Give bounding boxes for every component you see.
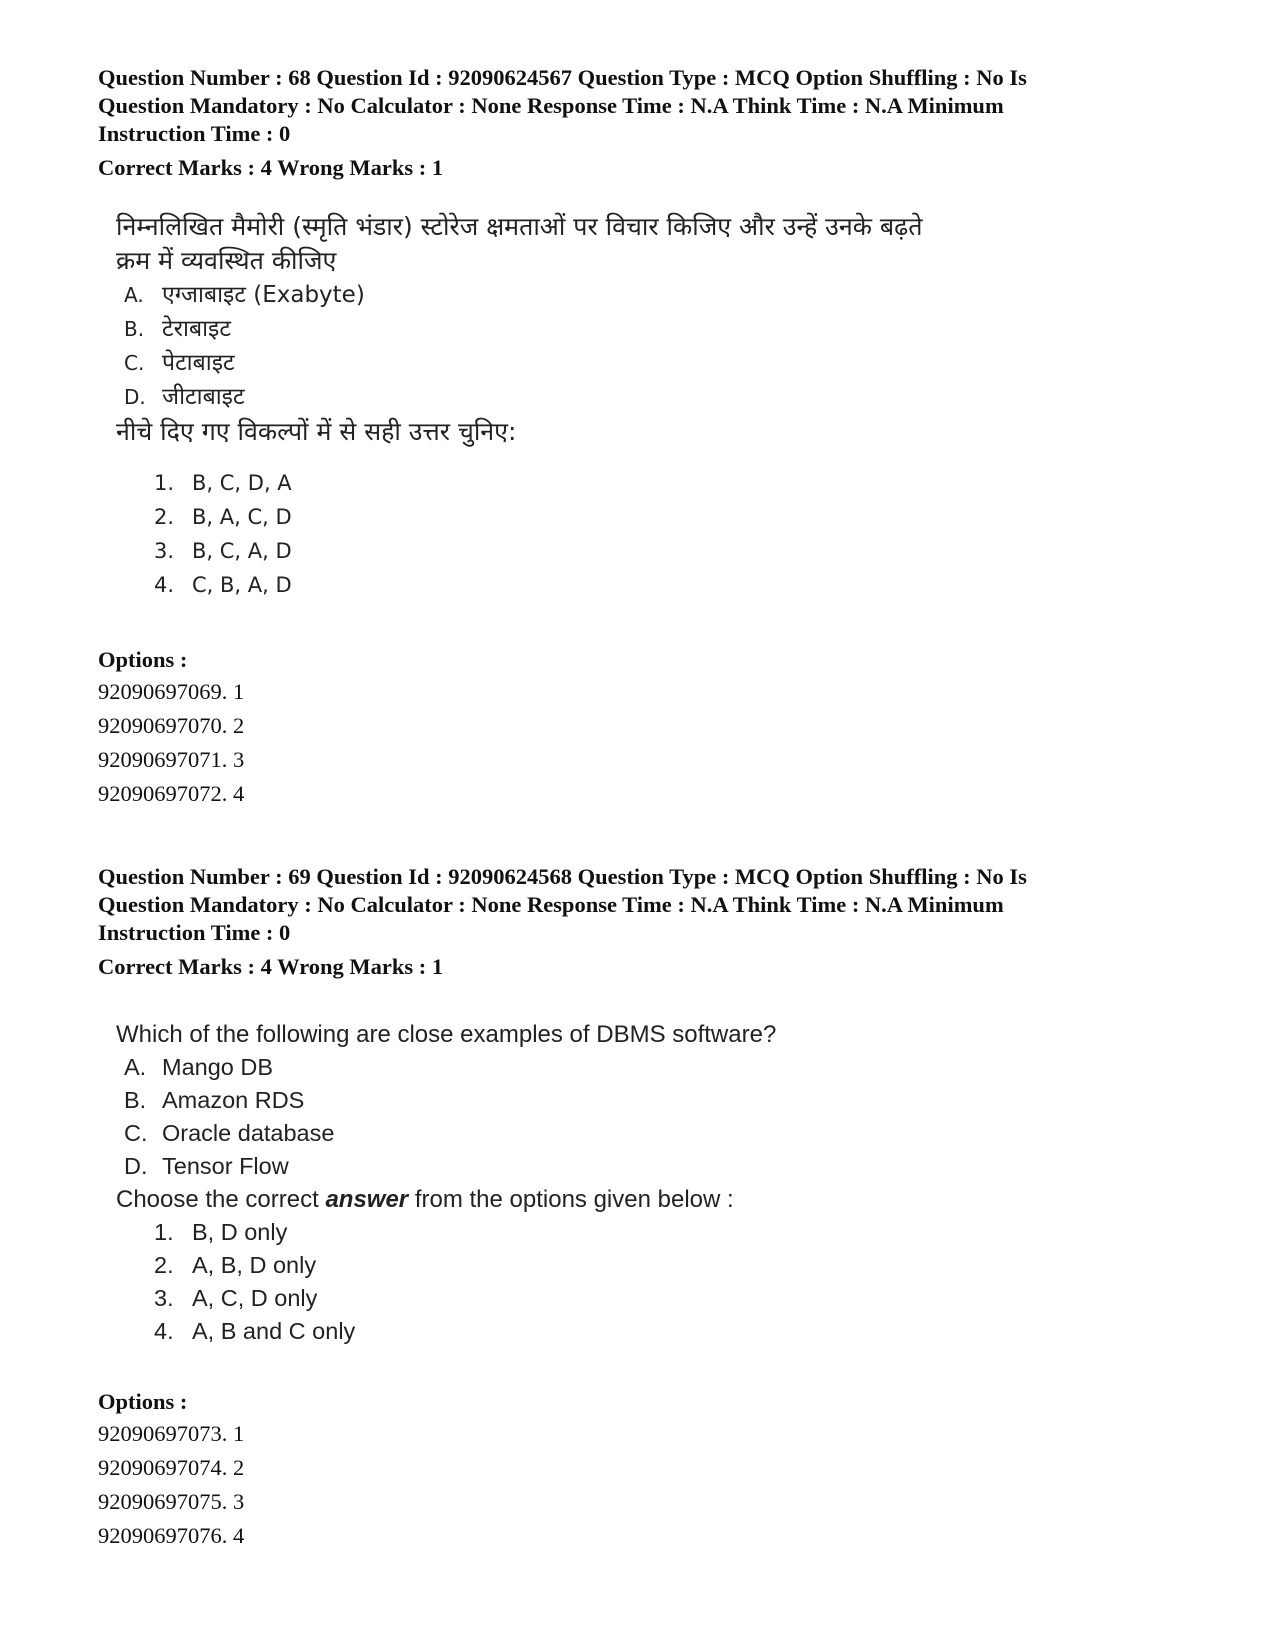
answer-choice — [154, 1249, 776, 1282]
statement-text: Amazon RDS — [162, 1087, 305, 1113]
question-meta-line: Question Mandatory : No Calculator : None Response Time : N.A Think Time : N.A Minimum — [98, 892, 1004, 917]
statement-label: D. — [124, 1153, 148, 1179]
choice-text: B, D only — [192, 1219, 288, 1245]
choice-text: B, C, A, D — [192, 539, 292, 563]
question-meta-line: Question Number : 69 Question Id : 92090624568 Question Type : MCQ Option Shuffling : No Is — [98, 864, 1027, 889]
choice-text: A, B, D only — [192, 1252, 317, 1278]
answer-choice — [154, 466, 923, 500]
statement-text: Mango DB — [162, 1054, 274, 1080]
choice-number: 2. — [154, 1252, 174, 1278]
question-68-header — [98, 64, 1198, 182]
statement-text: पेटाबाइट — [162, 350, 235, 376]
option-line: 92090697076. 4 — [98, 1523, 245, 1548]
answer-choice — [154, 1282, 776, 1315]
statement-label: A. — [124, 1054, 147, 1080]
answer-choice — [154, 1216, 776, 1249]
question-stem: निम्नलिखित मैमोरी (स्मृति भंडार) स्टोरेज क्षमताओं पर विचार किजिए और उन्हें उनके बढ़ते — [116, 212, 923, 241]
statement-label: C. — [124, 1120, 148, 1146]
options-heading: Options : — [98, 647, 188, 672]
option-line: 92090697073. 1 — [98, 1421, 245, 1446]
statement-item — [124, 1117, 776, 1150]
statement-label: A. — [124, 283, 144, 307]
statement-item — [124, 380, 923, 414]
options-heading: Options : — [98, 1389, 188, 1414]
question-instruction — [116, 414, 923, 450]
statement-label: B. — [124, 1087, 147, 1113]
instruction-text: Choose the correct — [116, 1186, 326, 1213]
statement-text: जीटाबाइट — [162, 384, 245, 410]
question-marks: Correct Marks : 4 Wrong Marks : 1 — [98, 155, 444, 180]
choice-number: 3. — [154, 1285, 174, 1311]
question-meta-line: Question Mandatory : No Calculator : None Response Time : N.A Think Time : N.A Minimum — [98, 93, 1004, 118]
statement-item — [124, 278, 923, 312]
choice-number: 3. — [154, 539, 175, 563]
question-instruction — [116, 1183, 776, 1216]
statement-item — [124, 346, 923, 380]
instruction-text: from the options given below : — [408, 1186, 734, 1213]
statement-text: Tensor Flow — [162, 1153, 289, 1179]
choice-text: C, B, A, D — [192, 573, 292, 597]
statement-text: एग्जाबाइट (Exabyte) — [162, 282, 365, 308]
question-68-options — [98, 645, 244, 811]
statement-item — [124, 1084, 776, 1117]
question-68-body — [116, 210, 923, 602]
statement-text: टेराबाइट — [162, 316, 231, 342]
choice-text: B, A, C, D — [192, 505, 292, 529]
question-stem: क्रम में व्यवस्थित कीजिए — [116, 246, 337, 275]
instruction-emphasis: answer — [325, 1186, 409, 1213]
choice-number: 1. — [154, 471, 175, 495]
statement-item — [124, 1150, 776, 1183]
answer-choice — [154, 1315, 776, 1348]
question-meta-line: Instruction Time : 0 — [98, 920, 291, 945]
question-marks: Correct Marks : 4 Wrong Marks : 1 — [98, 954, 444, 979]
answer-choice — [154, 534, 923, 568]
statement-text: Oracle database — [162, 1120, 335, 1146]
question-meta-line: Question Number : 68 Question Id : 92090624567 Question Type : MCQ Option Shuffling : No Is — [98, 65, 1027, 90]
choice-number: 4. — [154, 1318, 174, 1344]
statement-label: D. — [124, 385, 146, 409]
question-stem: Which of the following are close examples of DBMS software? — [116, 1021, 777, 1048]
question-69-header — [98, 863, 1198, 981]
statement-item — [124, 312, 923, 346]
choice-number: 1. — [154, 1219, 174, 1245]
question-meta-line: Instruction Time : 0 — [98, 121, 291, 146]
choice-text: A, C, D only — [192, 1285, 318, 1311]
option-line: 92090697074. 2 — [98, 1455, 245, 1480]
answer-choice — [154, 500, 923, 534]
statement-item — [124, 1051, 776, 1084]
answer-choice — [154, 568, 923, 602]
choice-number: 2. — [154, 505, 175, 529]
statement-label: C. — [124, 351, 145, 375]
option-line: 92090697072. 4 — [98, 781, 245, 806]
statement-label: B. — [124, 317, 145, 341]
option-line: 92090697071. 3 — [98, 747, 245, 772]
question-69-body — [116, 1018, 776, 1348]
choice-text: A, B and C only — [192, 1318, 356, 1344]
question-69-options — [98, 1387, 244, 1553]
instruction-text: नीचे दिए गए विकल्पों में से सही उत्तर चुनिए: — [116, 417, 517, 446]
option-line: 92090697075. 3 — [98, 1489, 245, 1514]
choice-text: B, C, D, A — [192, 471, 292, 495]
option-line: 92090697070. 2 — [98, 713, 245, 738]
choice-number: 4. — [154, 573, 175, 597]
option-line: 92090697069. 1 — [98, 679, 245, 704]
